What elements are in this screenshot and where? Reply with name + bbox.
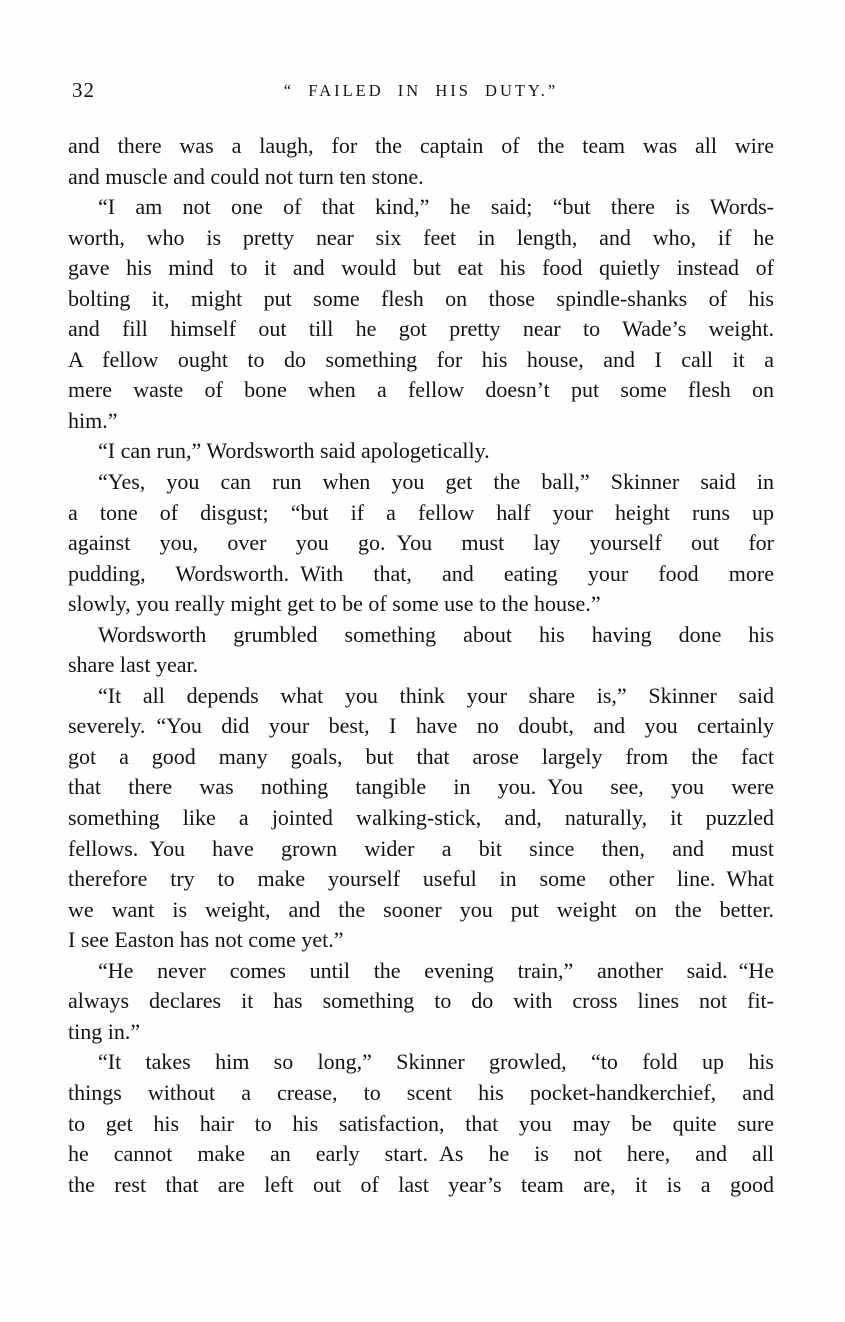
text-line: mere waste of bone when a fellow doesn’t put some flesh on — [68, 377, 774, 403]
text-line: “It takes him so long,” Skinner growled, “to fold up his — [98, 1049, 774, 1075]
text-line: that there was nothing tangible in you. You see, you were — [68, 774, 774, 800]
text-line: severely. “You did your best, I have no doubt, and you certainly — [68, 713, 774, 739]
running-header-title: “ FAILED IN HIS DUTY.” — [283, 81, 559, 100]
text-line: a tone of disgust; “but if a fellow half your height runs up — [68, 499, 774, 525]
text-line: him.” — [68, 407, 118, 433]
text-line: and muscle and could not turn ten stone. — [68, 163, 424, 189]
paragraph — [68, 1047, 774, 1200]
text-line: “Yes, you can run when you get the ball,” Skinner said in — [98, 469, 774, 495]
text-line: share last year. — [68, 652, 199, 678]
page-number: 32 — [72, 78, 95, 102]
paragraph — [68, 956, 774, 1048]
text-line: gave his mind to it and would but eat his food quietly instead of — [68, 255, 774, 281]
text-line: “I can run,” Wordsworth said apologetically. — [98, 438, 490, 464]
text-line: the rest that are left out of last year’s team are, it is a good — [68, 1171, 774, 1197]
text-line: “It all depends what you think your share is,” Skinner said — [98, 682, 774, 708]
text-line: pudding, Wordsworth. With that, and eating your food more — [68, 560, 774, 586]
paragraph — [68, 467, 774, 620]
text-line: therefore try to make yourself useful in some other line. What — [68, 866, 774, 892]
text-line: fellows. You have grown wider a bit since then, and must — [68, 835, 774, 861]
text-line: we want is weight, and the sooner you put weight on the better. — [68, 896, 774, 922]
paragraph — [68, 620, 774, 681]
text-line: A fellow ought to do something for his house, and I call it a — [68, 346, 774, 372]
paragraph — [68, 436, 774, 467]
text-line: I see Easton has not come yet.” — [68, 927, 344, 953]
page-body — [68, 131, 774, 1200]
running-head — [68, 78, 774, 104]
text-line: “He never comes until the evening train,” another said. “He — [98, 957, 774, 983]
text-line: and fill himself out till he got pretty near to Wade’s weight. — [68, 316, 774, 342]
text-line: Wordsworth grumbled something about his having done his — [98, 621, 774, 647]
text-line: and there was a laugh, for the captain of the team was all wire — [68, 133, 774, 158]
text-line: slowly, you really might get to be of some use to the house.” — [68, 591, 601, 617]
paragraph — [68, 681, 774, 956]
paragraph — [68, 192, 774, 436]
text-line: to get his hair to his satisfaction, that you may be quite sure — [68, 1110, 774, 1136]
text-line: he cannot make an early start. As he is not here, and all — [68, 1141, 774, 1167]
text-line: things without a crease, to scent his pocket-handkerchief, and — [68, 1079, 774, 1105]
text-line: worth, who is pretty near six feet in length, and who, if he — [68, 224, 774, 250]
text-line: always declares it has something to do with cross lines not fit- — [68, 988, 774, 1014]
text-line: got a good many goals, but that arose largely from the fact — [68, 743, 774, 769]
paragraph — [68, 131, 774, 192]
text-line: bolting it, might put some flesh on those spindle-shanks of his — [68, 285, 774, 311]
text-line: something like a jointed walking-stick, and, naturally, it puzzled — [68, 805, 774, 831]
text-line: “I am not one of that kind,” he said; “but there is Words- — [98, 194, 774, 220]
text-line: ting in.” — [68, 1018, 141, 1044]
text-line: against you, over you go. You must lay yourself out for — [68, 530, 774, 556]
